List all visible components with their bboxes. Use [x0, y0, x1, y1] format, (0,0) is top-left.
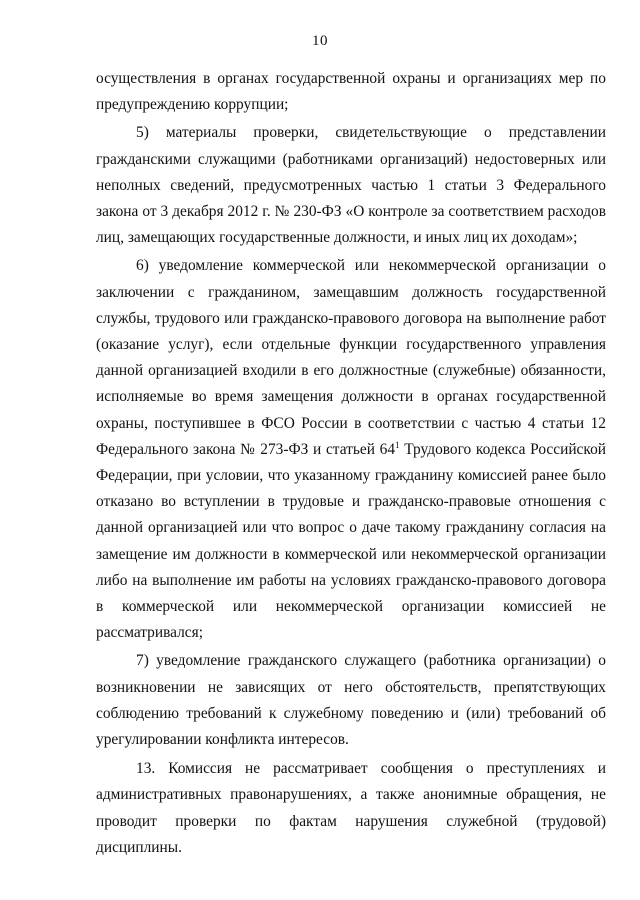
paragraph-13: 13. Комиссия не рассматривает сообщения о преступлениях и административных правонарушениях, а также анонимные обращения, не проводит проверки по фактам нарушения служебной (трудовой) дисциплины.	[96, 760, 606, 856]
document-body	[96, 66, 606, 861]
paragraph-item-6-text: 6) уведомление коммерческой или некоммерческой организации о заключении с гражданином, замещавшим должность государственной службы, трудового или гражданско-правового договора на выполнение работ (оказание услуг), если отдельные функции государственного управления данной организацией входили в его должностные (служебные) обязанности, исполняемые во время замещения должности в органах государственной охраны, поступившее в ФСО России в соответствии с частью 4 статьи 12 Федерального закона № 273-ФЗ и статьей 64	[96, 257, 606, 458]
page-number: 10	[312, 33, 328, 49]
paragraph-item-5: 5) материалы проверки, свидетельствующие о представлении гражданскими служащими (работниками организаций) недостоверных или неполных сведений, предусмотренных частью 1 статьи 3 Федерального закона от 3 декабря 2012 г. № 230-ФЗ «О контроле за соответствием расходов лиц, замещающих государственные должности, и иных лиц их доходам»;	[96, 124, 606, 247]
paragraph-item-6-text-cont: Трудового кодекса Российской Федерации, при условии, что указанному гражданину комиссией ранее было отказано во вступлении в трудовые и гражданско-правовые отношения с данной организацией или что вопрос о даче такому гражданину согласия на замещение им должности в коммерческой или некоммерческой организации либо на выполнение им работы на условиях гражданско-правового договора в коммерческой или некоммерческой организации комиссией не рассматривался;	[96, 440, 607, 642]
footnote-superscript: 1	[395, 439, 400, 450]
paragraph-continuation: осуществления в органах государственной охраны и организациях мер по предупреждению коррупции;	[96, 70, 606, 114]
paragraph-item-7: 7) уведомление гражданского служащего (работника организации) о возникновении не зависящих от него обстоятельств, препятствующих соблюдению требований к служебному поведению и (или) требований об урегулировании конфликта интересов.	[96, 652, 606, 749]
paragraph-item-6	[96, 253, 606, 646]
